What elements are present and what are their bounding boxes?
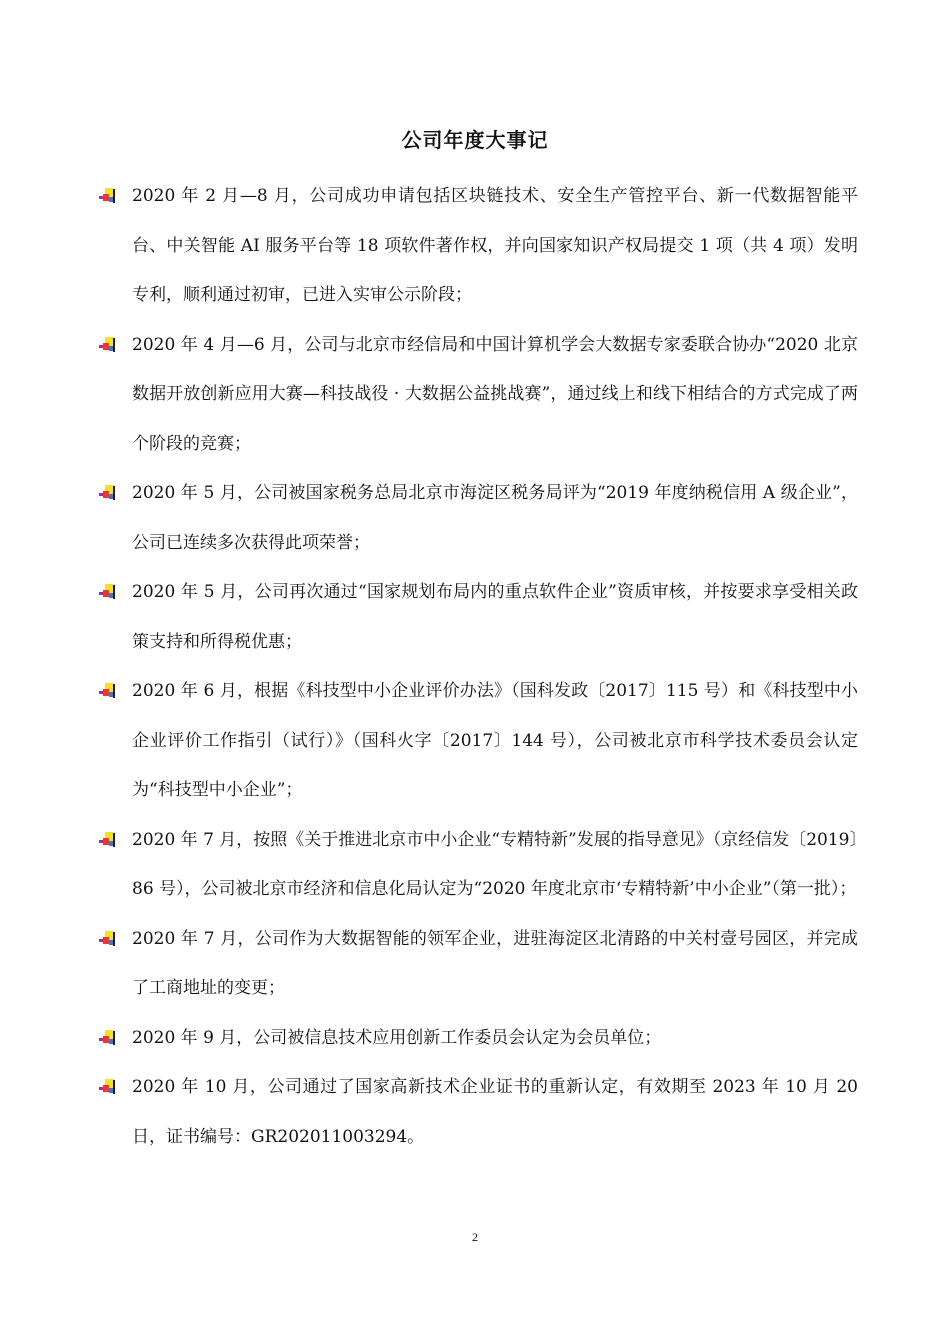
- colored-pin-bullet-icon: [98, 681, 120, 701]
- colored-pin-bullet-icon: [98, 186, 120, 206]
- event-text: 2020 年 10 月，公司通过了国家高新技术企业证书的重新认定，有效期至 2023 年 10 月 20 日，证书编号：GR202011003294。: [132, 1077, 858, 1147]
- event-text: 2020 年 6 月，根据《科技型中小企业评价办法》（国科发政〔2017〕115 号）和《科技型中小企业评价工作指引（试行）》（国科火字〔2017〕144 号），公司被北京市科学技术委员会认定为“科技型中小企业”；: [132, 681, 858, 800]
- event-list: [98, 172, 858, 1162]
- event-text: 2020 年 4 月—6 月，公司与北京市经信局和中国计算机学会大数据专家委联合协办“2020 北京数据开放创新应用大赛—科技战役 · 大数据公益挑战赛”，通过线上和线下相结合的方式完成了两个阶段的竞赛；: [132, 334, 858, 454]
- event-text: 2020 年 2 月—8 月，公司成功申请包括区块链技术、安全生产管控平台、新一代数据智能平台、中关智能 AI 服务平台等 18 项软件著作权，并向国家知识产权局提交 1 项（共 4 项）发明专利，顺利通过初审，已进入实审公示阶段；: [132, 186, 858, 305]
- colored-pin-bullet-icon: [98, 483, 120, 503]
- event-text: 2020 年 5 月，公司被国家税务总局北京市海淀区税务局评为“2019 年度纳税信用 A 级企业”，公司已连续多次获得此项荣誉；: [132, 483, 858, 553]
- colored-pin-bullet-icon: [98, 830, 120, 850]
- colored-pin-bullet-icon: [98, 929, 120, 949]
- list-item: [98, 816, 858, 915]
- event-text: 2020 年 7 月，公司作为大数据智能的领军企业，进驻海淀区北清路的中关村壹号园区，并完成了工商地址的变更；: [132, 928, 858, 998]
- event-text: 2020 年 5 月，公司再次通过“国家规划布局内的重点软件企业”资质审核，并按要求享受相关政策支持和所得税优惠；: [132, 582, 858, 652]
- colored-pin-bullet-icon: [98, 582, 120, 602]
- list-item: [98, 568, 858, 667]
- list-item: [98, 172, 858, 321]
- list-item: [98, 1014, 858, 1064]
- page-number: 2: [472, 1230, 478, 1244]
- colored-pin-bullet-icon: [98, 1077, 120, 1097]
- list-item: [98, 321, 858, 470]
- page-title: 公司年度大事记: [401, 128, 549, 152]
- colored-pin-bullet-icon: [98, 1028, 120, 1048]
- colored-pin-bullet-icon: [98, 335, 120, 355]
- event-text: 2020 年 9 月，公司被信息技术应用创新工作委员会认定为会员单位；: [132, 1027, 662, 1048]
- event-text: 2020 年 7 月，按照《关于推进北京市中小企业“专精特新”发展的指导意见》（京经信发〔2019〕86 号），公司被北京市经济和信息化局认定为“2020 年度北京市‘专精特新’中小企业”（第一批）；: [132, 829, 858, 899]
- list-item: [98, 667, 858, 816]
- list-item: [98, 1063, 858, 1162]
- list-item: [98, 469, 858, 568]
- list-item: [98, 915, 858, 1014]
